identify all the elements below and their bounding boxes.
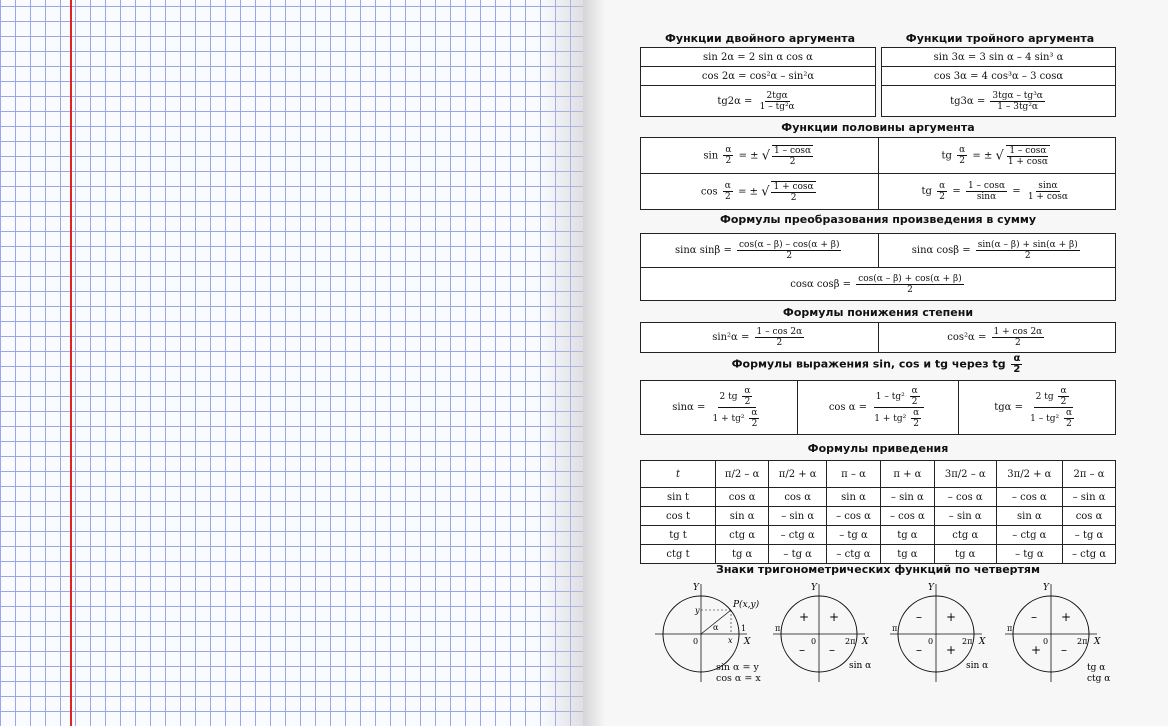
radical-sign: √	[995, 148, 1004, 163]
denominator: 2	[790, 192, 797, 203]
x-axis-label: X	[1094, 637, 1101, 647]
page-gutter-shadow	[540, 0, 583, 726]
term: 2 tg	[719, 392, 738, 402]
reduction-cell: sin α	[716, 507, 769, 526]
x-label: x	[728, 636, 733, 645]
denominator: 2	[1060, 397, 1067, 407]
heading-power-reduction: Формулы понижения степени	[782, 306, 974, 319]
formula-lhs: tg	[921, 186, 932, 197]
formula-sin-sin	[641, 234, 879, 268]
fraction	[758, 91, 797, 112]
formula-sin2a: sin 2α = 2 sin α cos α	[641, 48, 876, 67]
circle-caption: sin α	[849, 661, 872, 671]
formula-sin3a: sin 3α = 3 sin α – 4 sin³ α	[882, 48, 1116, 67]
reduction-cell: – cos α	[996, 488, 1062, 507]
origin-label: 0	[811, 637, 817, 646]
numerator: sin(α – β) + sin(α + β)	[977, 240, 1078, 250]
numerator: α	[1065, 408, 1073, 418]
origin-label: 0	[693, 637, 699, 646]
denominator	[872, 408, 925, 429]
origin-label: 0	[928, 637, 934, 646]
denominator	[1028, 408, 1078, 429]
formula-tg-via-tg	[959, 381, 1116, 435]
numerator: α	[911, 386, 918, 396]
y-axis-label: Y	[1043, 583, 1049, 593]
formula-sin-via-tg	[641, 381, 798, 435]
term: 2 tg	[1035, 392, 1054, 402]
numerator: α	[751, 408, 758, 418]
fraction	[737, 240, 841, 261]
reduction-header-cell: π – α	[827, 461, 881, 488]
reduction-cell: ctg α	[716, 526, 769, 545]
reduction-header-cell: 3π/2 – α	[934, 461, 996, 488]
operator: =	[952, 186, 961, 197]
denominator: 2	[913, 419, 920, 429]
reduction-row	[641, 545, 1116, 564]
page-gutter-shadow-right	[583, 0, 605, 726]
reduction-cell: – cos α	[934, 488, 996, 507]
formula-cos-half	[641, 174, 879, 210]
reduction-cell: cos α	[1063, 507, 1116, 526]
reduction-cell: cos α	[769, 488, 827, 507]
numerator: 3tgα – tg³α	[992, 90, 1043, 101]
operator: = ±	[738, 150, 759, 161]
operator: = ±	[972, 150, 993, 161]
pi-label: π	[1007, 624, 1013, 633]
formula-cos-cos	[641, 268, 1116, 301]
fraction	[910, 386, 920, 407]
denominator: 2	[907, 284, 913, 295]
denominator: 2	[1015, 338, 1021, 348]
fraction	[771, 181, 815, 203]
numerator: α	[959, 145, 966, 155]
quadrant-2-sign: –	[916, 610, 922, 624]
fraction	[1058, 386, 1068, 407]
quadrant-3-sign: +	[1031, 643, 1042, 657]
y-axis-label: Y	[693, 583, 699, 593]
numerator: 1 – cos 2α	[756, 327, 803, 337]
reduction-cell: – sin α	[934, 507, 996, 526]
reduction-cell: tg α	[880, 526, 934, 545]
denominator: 2	[789, 156, 796, 167]
formula-page	[583, 0, 1168, 726]
reduction-cell: – tg α	[1063, 526, 1116, 545]
formula-lhs: cos	[700, 186, 718, 197]
reduction-row	[641, 488, 1116, 507]
reduction-header-cell: 2π – α	[1063, 461, 1116, 488]
numerator: α	[744, 386, 751, 396]
heading-reduction: Формулы приведения	[807, 442, 949, 455]
quadrant-4-sign: –	[1061, 643, 1067, 657]
denominator: 1 – tg²α	[759, 101, 795, 112]
unit-circle-cos	[890, 583, 988, 682]
fraction	[966, 181, 1007, 202]
reduction-cell: tg α	[716, 545, 769, 564]
reduction-row	[641, 526, 1116, 545]
circle-caption-2: ctg α	[1087, 674, 1111, 684]
fraction	[872, 386, 925, 429]
term: 1 – tg²	[1030, 414, 1060, 424]
x-axis-label: X	[862, 637, 869, 647]
reduction-row-label: tg t	[641, 526, 716, 545]
fraction	[957, 145, 967, 166]
unit-circle-tg	[1005, 583, 1110, 684]
one-label: 1	[741, 624, 747, 633]
formula-sin-cos	[878, 234, 1116, 268]
term: 1 + tg²	[874, 414, 907, 424]
fraction	[1064, 408, 1074, 429]
formula-tg2a	[641, 86, 876, 117]
numerator: α	[939, 181, 946, 191]
fraction	[1026, 181, 1070, 202]
denominator: 1 – 3tg²α	[997, 101, 1039, 112]
heading-double-argument: Функции двойного аргумента	[664, 32, 855, 45]
reduction-cell: tg α	[934, 545, 996, 564]
formula-lhs: tg	[941, 150, 952, 161]
pi-label: π	[775, 624, 781, 633]
quadrant-1-sign: +	[829, 610, 840, 624]
numerator: 1 + cos 2α	[993, 327, 1043, 337]
formula-sin-half	[641, 138, 879, 174]
heading-product-to-sum: Формулы преобразования произведения в сумму	[719, 213, 1037, 226]
two-pi-label: 2π	[845, 637, 856, 646]
radical-sign: √	[761, 148, 771, 163]
denominator: 2	[1066, 419, 1072, 429]
margin-line	[70, 0, 72, 726]
numerator: α	[1060, 386, 1067, 396]
denominator: sinα	[976, 192, 997, 202]
reduction-cell: sin α	[996, 507, 1062, 526]
reduction-cell: – ctg α	[1063, 545, 1116, 564]
fraction	[911, 408, 921, 429]
y-axis-label: Y	[928, 583, 934, 593]
half-argument-table	[640, 137, 1116, 210]
triple-argument-table	[881, 47, 1116, 117]
reduction-header-row	[641, 461, 1116, 488]
fraction	[1011, 354, 1022, 375]
formula-tg-half-ratio	[878, 174, 1116, 210]
numerator: 1 – cosα	[1009, 145, 1047, 156]
heading-half-argument: Функции половины аргумента	[781, 121, 975, 134]
heading-text: Формулы выражения sin, cos и tg через tg	[731, 357, 1006, 371]
fraction	[1006, 145, 1050, 167]
reduction-cell: – tg α	[996, 545, 1062, 564]
reduction-cell: – tg α	[827, 526, 881, 545]
numerator	[874, 386, 924, 408]
denominator: 2	[725, 156, 732, 166]
quadrant-4-sign: +	[946, 643, 957, 657]
formula-lhs: cosα cosβ =	[790, 278, 852, 290]
formula-lhs: sinα =	[672, 402, 706, 413]
reduction-body	[641, 488, 1116, 564]
formula-lhs: sinα cosβ =	[911, 245, 971, 256]
reduction-cell: – cos α	[880, 507, 934, 526]
fraction	[711, 386, 764, 429]
reduction-table	[640, 460, 1116, 564]
grid-page	[0, 0, 583, 726]
formula-tg3a	[882, 86, 1116, 117]
circle1-caption-sin: sin α = y	[716, 662, 759, 673]
numerator: cos(α – β) – cos(α + β)	[739, 240, 840, 250]
denominator: 2	[911, 397, 918, 407]
reduction-cell: – sin α	[1063, 488, 1116, 507]
denominator: 2	[939, 192, 946, 202]
numerator: α	[724, 181, 731, 191]
denominator: 2	[751, 419, 758, 429]
formula-cos-via-tg	[797, 381, 959, 435]
fraction	[772, 145, 813, 167]
fraction	[749, 408, 759, 429]
reduction-cell: – ctg α	[996, 526, 1062, 545]
reduction-row-label: cos t	[641, 507, 716, 526]
reduction-cell: tg α	[880, 545, 934, 564]
reduction-cell: – tg α	[769, 545, 827, 564]
numerator: 1 + cosα	[773, 181, 814, 192]
denominator: 1 + cosα	[1007, 156, 1048, 167]
formula-lhs: sin	[703, 150, 719, 161]
operator: = ±	[738, 186, 758, 197]
circle-caption-1: tg α	[1087, 663, 1106, 673]
unit-circle-sin	[773, 583, 871, 682]
reduction-row-label: ctg t	[641, 545, 716, 564]
reduction-cell: sin α	[827, 488, 881, 507]
fraction	[742, 386, 752, 407]
reduction-cell: – sin α	[769, 507, 827, 526]
quadrant-2-sign: –	[1031, 610, 1037, 624]
reduction-cell: – cos α	[827, 507, 881, 526]
pi-label: π	[892, 624, 898, 633]
term: 1 + tg²	[712, 414, 745, 424]
denominator	[711, 408, 764, 429]
denominator: 2	[1013, 364, 1021, 375]
heading-signs: Знаки тригонометрических функций по четвертям	[716, 563, 1040, 576]
quadrant-2-sign: +	[799, 610, 810, 624]
numerator: α	[1013, 353, 1021, 364]
reduction-cell: – sin α	[880, 488, 934, 507]
numerator	[718, 386, 757, 408]
reduction-cell: ctg α	[934, 526, 996, 545]
quadrant-3-sign: –	[916, 643, 922, 657]
fraction	[856, 274, 964, 295]
fraction	[992, 327, 1045, 348]
two-pi-label: 2π	[1077, 637, 1088, 646]
denominator: 2	[959, 156, 966, 166]
formula-tg-half-root	[878, 138, 1116, 174]
numerator: 2tgα	[766, 90, 788, 101]
fraction	[723, 181, 733, 202]
fraction	[990, 91, 1044, 112]
denominator: 2	[744, 397, 751, 407]
formula-lhs: sin²α =	[712, 332, 750, 343]
quadrant-3-sign: –	[799, 643, 805, 657]
circle-caption: sin α	[966, 661, 989, 671]
denominator: 2	[786, 251, 793, 261]
fraction	[723, 145, 733, 166]
reduction-header-cell: t	[641, 461, 716, 488]
numerator: α	[913, 408, 920, 418]
origin-label: 0	[1043, 637, 1049, 646]
fraction	[755, 327, 805, 348]
formula-lhs: tg2α =	[717, 95, 753, 107]
heading-triple-argument: Функции тройного аргумента	[905, 32, 1095, 45]
formula-lhs: tgα =	[994, 402, 1023, 413]
formula-lhs: tg3α =	[950, 95, 986, 107]
x-axis-label: X	[744, 637, 751, 647]
x-axis-label: X	[979, 637, 986, 647]
circle1-caption-cos: cos α = x	[716, 673, 761, 684]
formula-sin-squared	[641, 323, 879, 353]
formula-lhs: cos α =	[828, 402, 868, 413]
double-argument-table	[640, 47, 876, 117]
numerator: sinα	[1038, 181, 1058, 191]
y-label: y	[695, 606, 700, 615]
point-label: P(x,y)	[733, 600, 760, 610]
fraction	[1028, 386, 1078, 429]
reduction-cell: – ctg α	[827, 545, 881, 564]
numerator: 1 – cosα	[774, 145, 812, 156]
radical-sign: √	[761, 184, 770, 199]
formula-cos-squared	[878, 323, 1116, 353]
fraction	[937, 181, 947, 202]
numerator	[1034, 386, 1073, 408]
quadrant-4-sign: –	[829, 643, 835, 657]
product-to-sum-table	[640, 233, 1116, 301]
reduction-header-cell: π/2 – α	[716, 461, 769, 488]
power-reduction-table	[640, 322, 1116, 353]
numerator: α	[725, 145, 732, 155]
fraction	[976, 240, 1080, 261]
reduction-row	[641, 507, 1116, 526]
alpha-label: α	[713, 623, 719, 632]
express-via-tg-table	[640, 380, 1116, 435]
reduction-header-cell: π/2 + α	[769, 461, 827, 488]
formula-lhs: cos²α =	[947, 332, 987, 343]
formula-cos2a: cos 2α = cos²α – sin²α	[641, 67, 876, 86]
reduction-header-cell: π + α	[880, 461, 934, 488]
quadrant-1-sign: +	[946, 610, 957, 624]
denominator: 2	[1024, 251, 1031, 261]
quadrant-1-sign: +	[1061, 610, 1072, 624]
numerator: cos(α – β) + cos(α + β)	[858, 273, 962, 284]
two-pi-label: 2π	[962, 637, 973, 646]
y-axis-label: Y	[811, 583, 817, 593]
operator: =	[1012, 186, 1021, 197]
heading-express-via-tg	[640, 354, 1116, 375]
reduction-row-label: sin t	[641, 488, 716, 507]
denominator: 2	[724, 192, 731, 202]
reduction-cell: – ctg α	[769, 526, 827, 545]
denominator: 2	[776, 338, 783, 348]
formula-cos3a: cos 3α = 4 cos³α – 3 cosα	[882, 67, 1116, 86]
reduction-cell: cos α	[716, 488, 769, 507]
reduction-header-cell: 3π/2 + α	[996, 461, 1062, 488]
formula-lhs: sinα sinβ =	[675, 245, 732, 256]
term: 1 – tg²	[875, 392, 905, 402]
numerator: 1 – cosα	[967, 181, 1006, 191]
denominator: 1 + cosα	[1027, 192, 1068, 202]
